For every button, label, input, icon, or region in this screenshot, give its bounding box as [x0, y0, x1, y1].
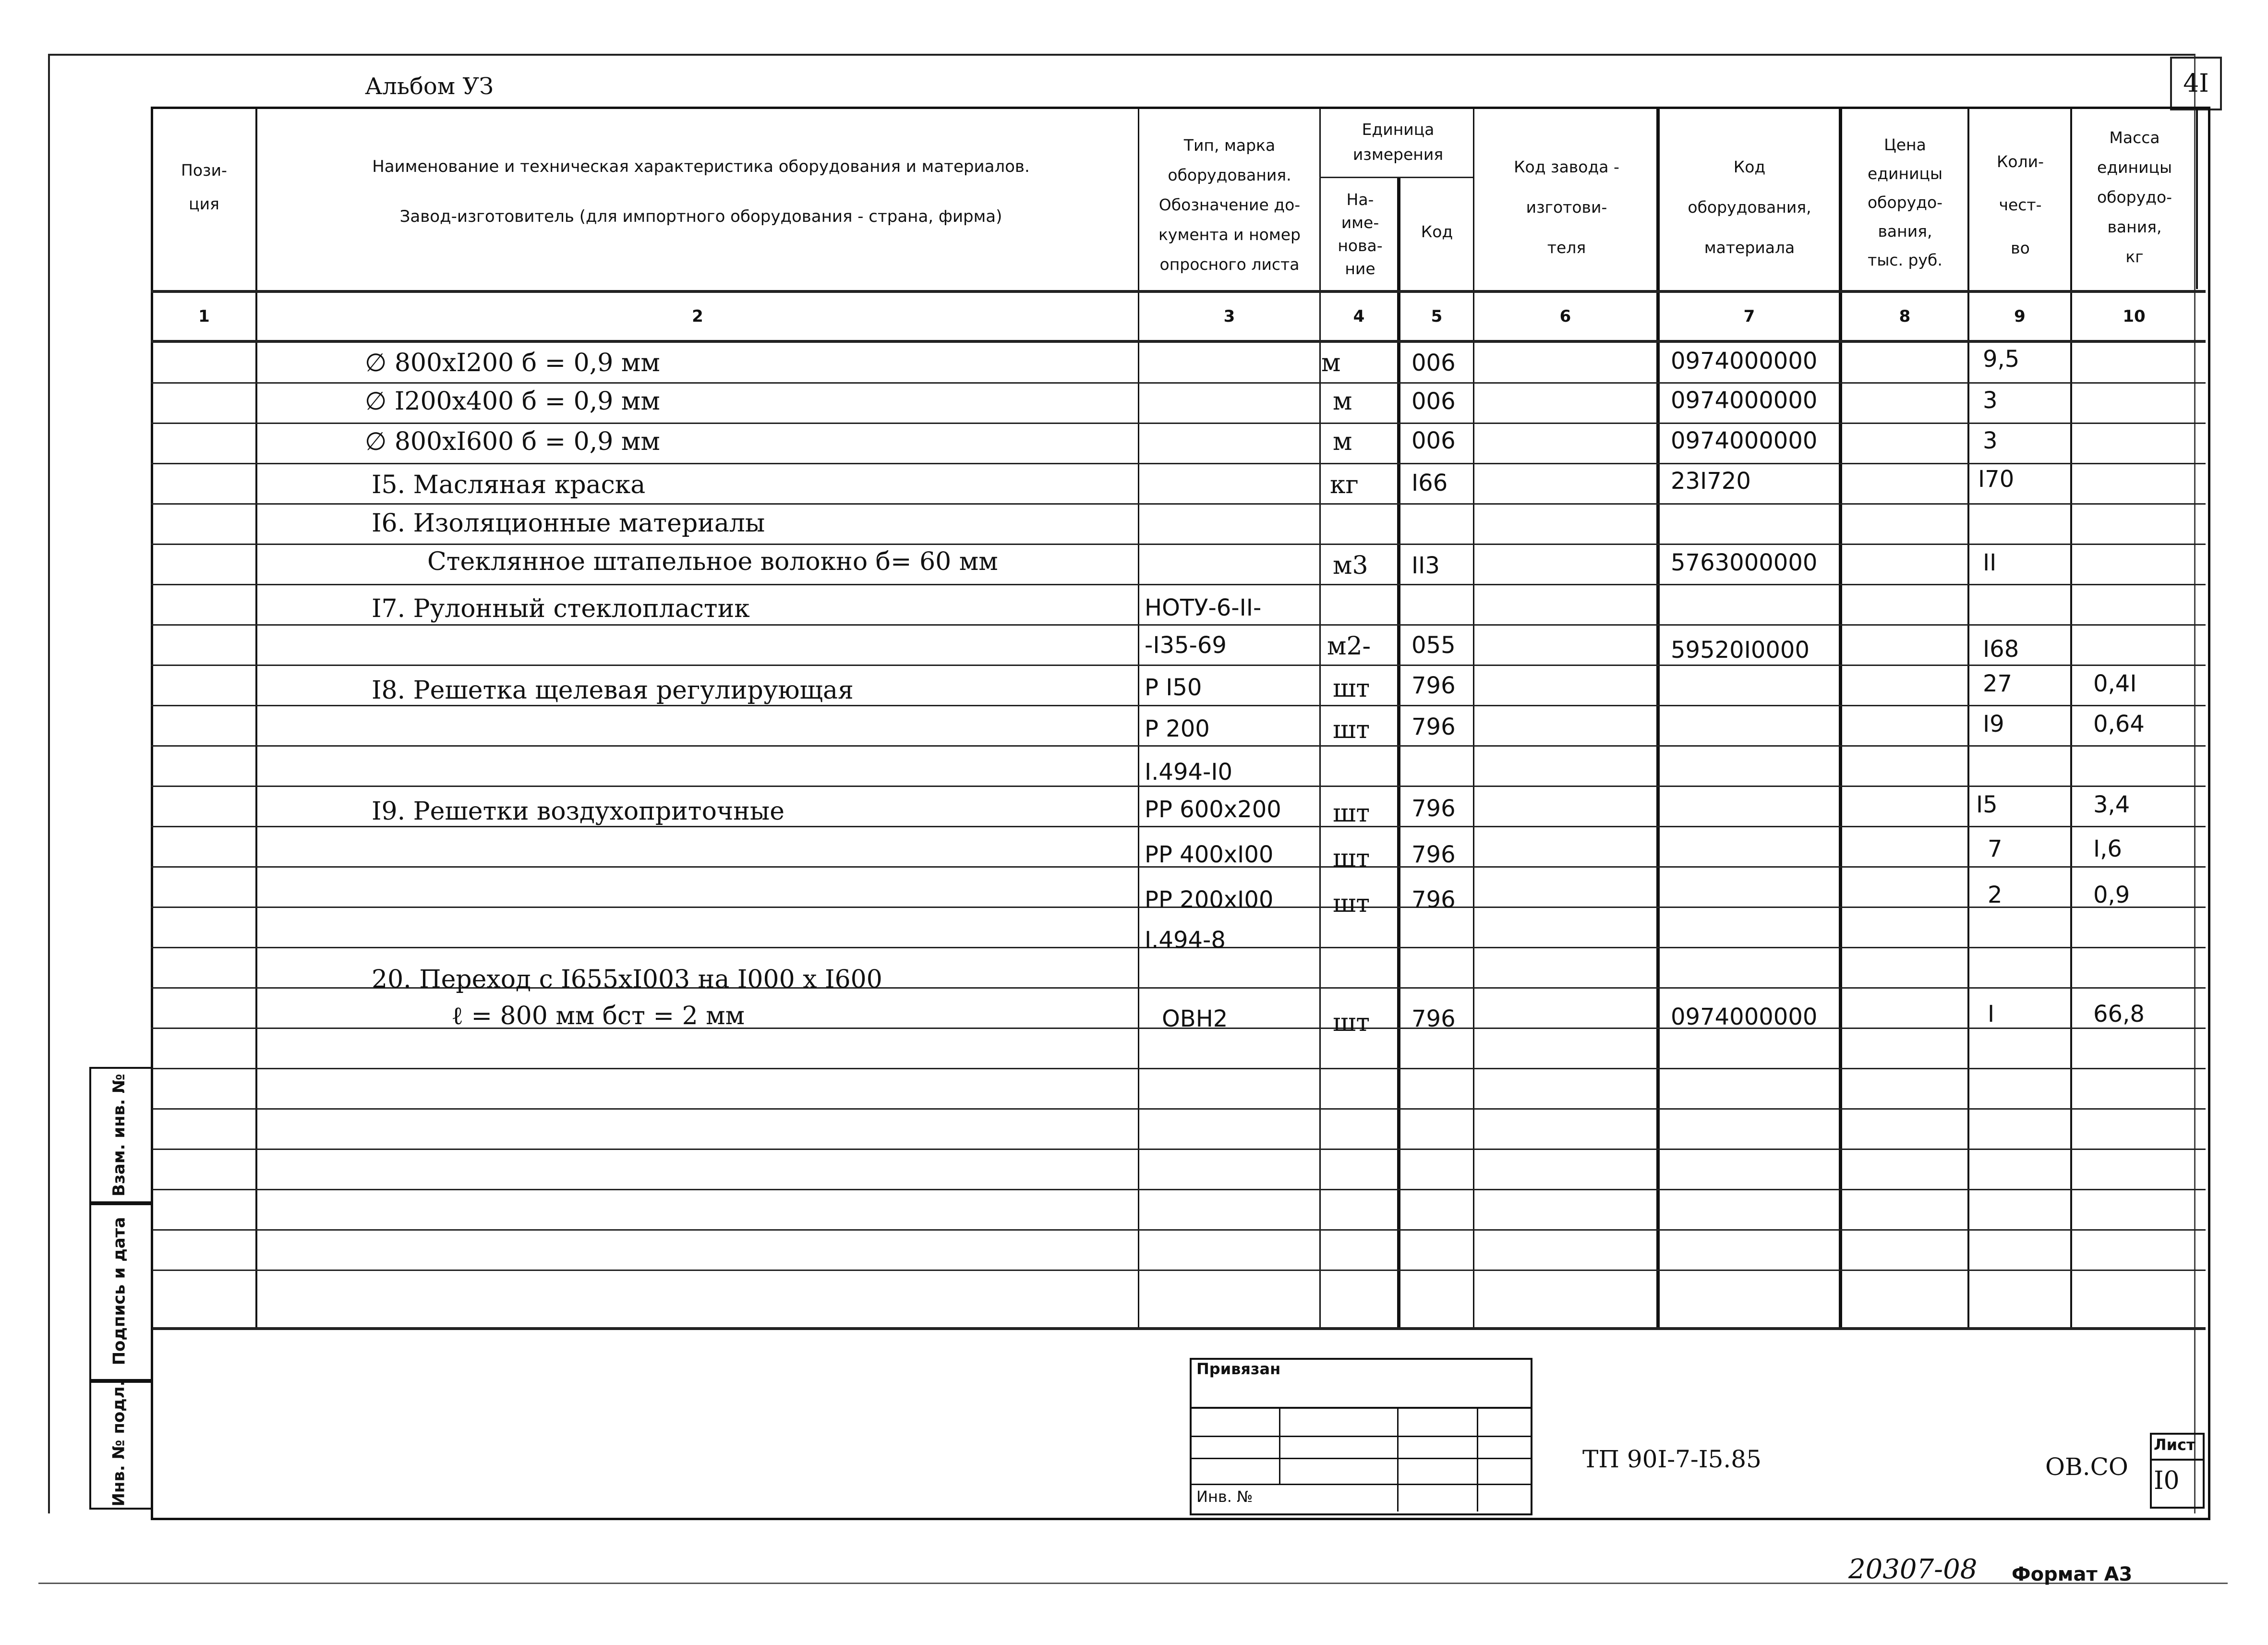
table-cell-quantity: II	[1983, 549, 1997, 576]
table-cell-mass: 0,4I	[2093, 670, 2137, 697]
col-divider	[1397, 177, 1400, 1330]
column-number: 2	[692, 307, 703, 326]
table-cell-quantity: I68	[1983, 636, 2019, 663]
table-cell-name: I8. Решетка щелевая регулирующая	[372, 676, 854, 705]
album-label: Альбом УЗ	[365, 73, 494, 100]
header-name-line1: Наименование и техническая характеристика оборудования и материалов.	[372, 157, 1030, 176]
table-cell-type: -I35-69	[1145, 632, 1227, 659]
binding-divider	[1397, 1407, 1399, 1512]
table-cell-unit: кг	[1330, 471, 1359, 499]
table-cell-mass: 3,4	[2093, 791, 2130, 818]
table-cell-code: 796	[1411, 841, 1456, 868]
header-material-code: Код оборудования, материала	[1688, 157, 1811, 257]
paper-format: Формат А3	[2012, 1563, 2133, 1585]
table-cell-name: I7. Рулонный стеклопластик	[372, 594, 750, 623]
inventory-label: Инв. №	[1196, 1488, 1253, 1506]
table-cell-code: 796	[1411, 795, 1456, 822]
header-unit-mass: Масса единицы оборудо- вания, кг	[2097, 128, 2172, 266]
table-cell-name: ∅ 800хI600 б = 0,9 мм	[365, 427, 660, 456]
table-cell-name: ∅ 800хI200 б = 0,9 мм	[365, 349, 660, 377]
column-number: 3	[1223, 307, 1235, 326]
binding-line	[1190, 1436, 1531, 1437]
header-type-mark: Тип, марка оборудования. Обозначение до- кумента и номер опросного листа	[1158, 136, 1301, 274]
table-cell-quantity: I	[1988, 1001, 1995, 1028]
table-bottom-line	[151, 1327, 2206, 1330]
table-cell-material-code: 23I720	[1671, 468, 1751, 495]
table-cell-mass: 0,64	[2093, 711, 2145, 738]
column-number: 1	[198, 307, 210, 326]
header-bottom-line	[151, 290, 2206, 293]
table-cell-quantity: 3	[1983, 427, 1998, 454]
table-cell-name: I9. Решетки воздухоприточные	[372, 797, 785, 826]
table-cell-unit: м	[1333, 387, 1352, 416]
column-number: 8	[1899, 307, 1911, 326]
table-cell-unit: м	[1321, 349, 1341, 377]
section-code: ОВ.СО	[2045, 1453, 2128, 1481]
table-cell-code: II3	[1411, 552, 1440, 579]
stamp-label-vzam: Взам. инв. №	[109, 1074, 129, 1197]
table-cell-material-code: 59520I0000	[1671, 637, 1810, 664]
binding-line	[1190, 1407, 1531, 1409]
table-cell-material-code: 0974000000	[1671, 387, 1818, 414]
header-position: Пози- ция	[181, 161, 227, 213]
stamp-label-inv: Инв. № подл.	[109, 1380, 129, 1507]
table-cell-quantity: 7	[1988, 835, 2003, 862]
column-numbers-bottom-line	[151, 340, 2206, 343]
table-cell-code: 055	[1411, 632, 1456, 659]
table-cell-material-code: 0974000000	[1671, 427, 1818, 454]
table-cell-unit: шт	[1333, 1008, 1370, 1037]
table-cell-code: 796	[1411, 886, 1456, 913]
table-cell-type: ОВН2	[1162, 1005, 1228, 1032]
table-cell-unit: шт	[1333, 889, 1370, 918]
table-cell-quantity: 27	[1983, 670, 2013, 697]
table-cell-name: I6. Изоляционные материалы	[372, 509, 765, 538]
table-cell-mass: 66,8	[2093, 1001, 2145, 1028]
header-plant-code: Код завода - изготови- теля	[1514, 157, 1619, 257]
document-code: ТП 90I-7-I5.85	[1582, 1445, 1761, 1473]
binding-divider	[1279, 1407, 1280, 1484]
table-cell-name: I5. Масляная краска	[372, 471, 646, 499]
table-cell-code: 796	[1411, 1005, 1456, 1032]
table-cell-unit: шт	[1333, 715, 1370, 744]
table-cell-type: I.494-8	[1145, 927, 1226, 954]
table-cell-code: 006	[1411, 388, 1456, 415]
stamp-label-signature: Подпись и дата	[109, 1217, 129, 1366]
page-number: 4I	[2170, 57, 2222, 110]
sheet-number: I0	[2154, 1466, 2180, 1495]
table-cell-unit: м2-	[1327, 632, 1371, 661]
stamp-number: 20307-08	[1848, 1554, 1978, 1585]
column-number: 9	[2014, 307, 2026, 326]
table-cell-type: РР 600х200	[1145, 796, 1281, 823]
binding-divider	[1477, 1407, 1478, 1512]
table-cell-type: Р I50	[1145, 674, 1202, 701]
table-cell-name: ∅ I200х400 б = 0,9 мм	[365, 387, 660, 416]
col-divider	[2196, 107, 2198, 289]
table-cell-type: НОТУ-6-II-	[1145, 594, 1262, 621]
table-cell-code: 796	[1411, 672, 1456, 699]
table-cell-material-code: 0974000000	[1671, 1004, 1818, 1030]
column-number: 4	[1353, 307, 1365, 326]
table-cell-unit: м	[1333, 427, 1352, 456]
table-cell-quantity: I9	[1983, 711, 2004, 738]
table-cell-type: I.494-I0	[1145, 759, 1233, 786]
table-cell-code: 006	[1411, 427, 1456, 454]
table-cell-name: ℓ = 800 мм бст = 2 мм	[451, 1002, 745, 1030]
column-number: 10	[2123, 307, 2146, 326]
table-cell-type: РР 400хI00	[1145, 841, 1274, 868]
header-unit-name: На- име- нова- ние	[1338, 190, 1383, 278]
table-cell-unit: шт	[1333, 799, 1370, 828]
column-number: 6	[1559, 307, 1571, 326]
header-unit-price: Цена единицы оборудо- вания, тыс. руб.	[1867, 135, 1943, 269]
table-cell-unit: шт	[1333, 844, 1370, 873]
column-number: 5	[1431, 307, 1443, 326]
table-cell-material-code: 0974000000	[1671, 348, 1818, 375]
table-cell-material-code: 5763000000	[1671, 549, 1818, 576]
header-name-line2: Завод-изготовитель (для импортного оборудования - страна, фирма)	[399, 207, 1002, 226]
table-cell-mass: I,6	[2093, 835, 2122, 862]
table-cell-code: 796	[1411, 714, 1456, 740]
table-cell-unit: м3	[1333, 551, 1368, 580]
table-cell-type: РР 200хI00	[1145, 886, 1274, 913]
table-cell-quantity: I70	[1978, 466, 2015, 493]
binding-line	[1190, 1484, 1531, 1485]
header-unit-group: Единица измерения	[1352, 120, 1444, 164]
table-cell-quantity: 3	[1983, 387, 1998, 414]
table-cell-quantity: I5	[1976, 791, 1998, 818]
table-cell-mass: 0,9	[2093, 882, 2130, 908]
table-cell-quantity: 2	[1988, 882, 2003, 908]
sheet-label: Лист	[2154, 1436, 2196, 1454]
table-cell-name: 20. Переход с I655хI003 на I000 х I600	[372, 965, 882, 994]
table-cell-quantity: 9,5	[1983, 346, 2020, 373]
binding-line	[1190, 1458, 1531, 1459]
column-number: 7	[1743, 307, 1755, 326]
table-cell-code: I66	[1411, 470, 1448, 496]
table-cell-code: 006	[1411, 350, 1456, 376]
table-cell-type: Р 200	[1145, 715, 1210, 742]
header-quantity: Коли- чест- во	[1996, 152, 2044, 257]
header-unit-code: Код	[1421, 222, 1453, 241]
table-cell-name: Стеклянное штапельное волокно б= 60 мм	[427, 547, 998, 576]
header-subdivider	[1319, 177, 1473, 178]
sheet-box-divider	[2150, 1459, 2203, 1461]
binding-label: Привязан	[1196, 1360, 1281, 1378]
table-cell-unit: шт	[1333, 674, 1370, 703]
